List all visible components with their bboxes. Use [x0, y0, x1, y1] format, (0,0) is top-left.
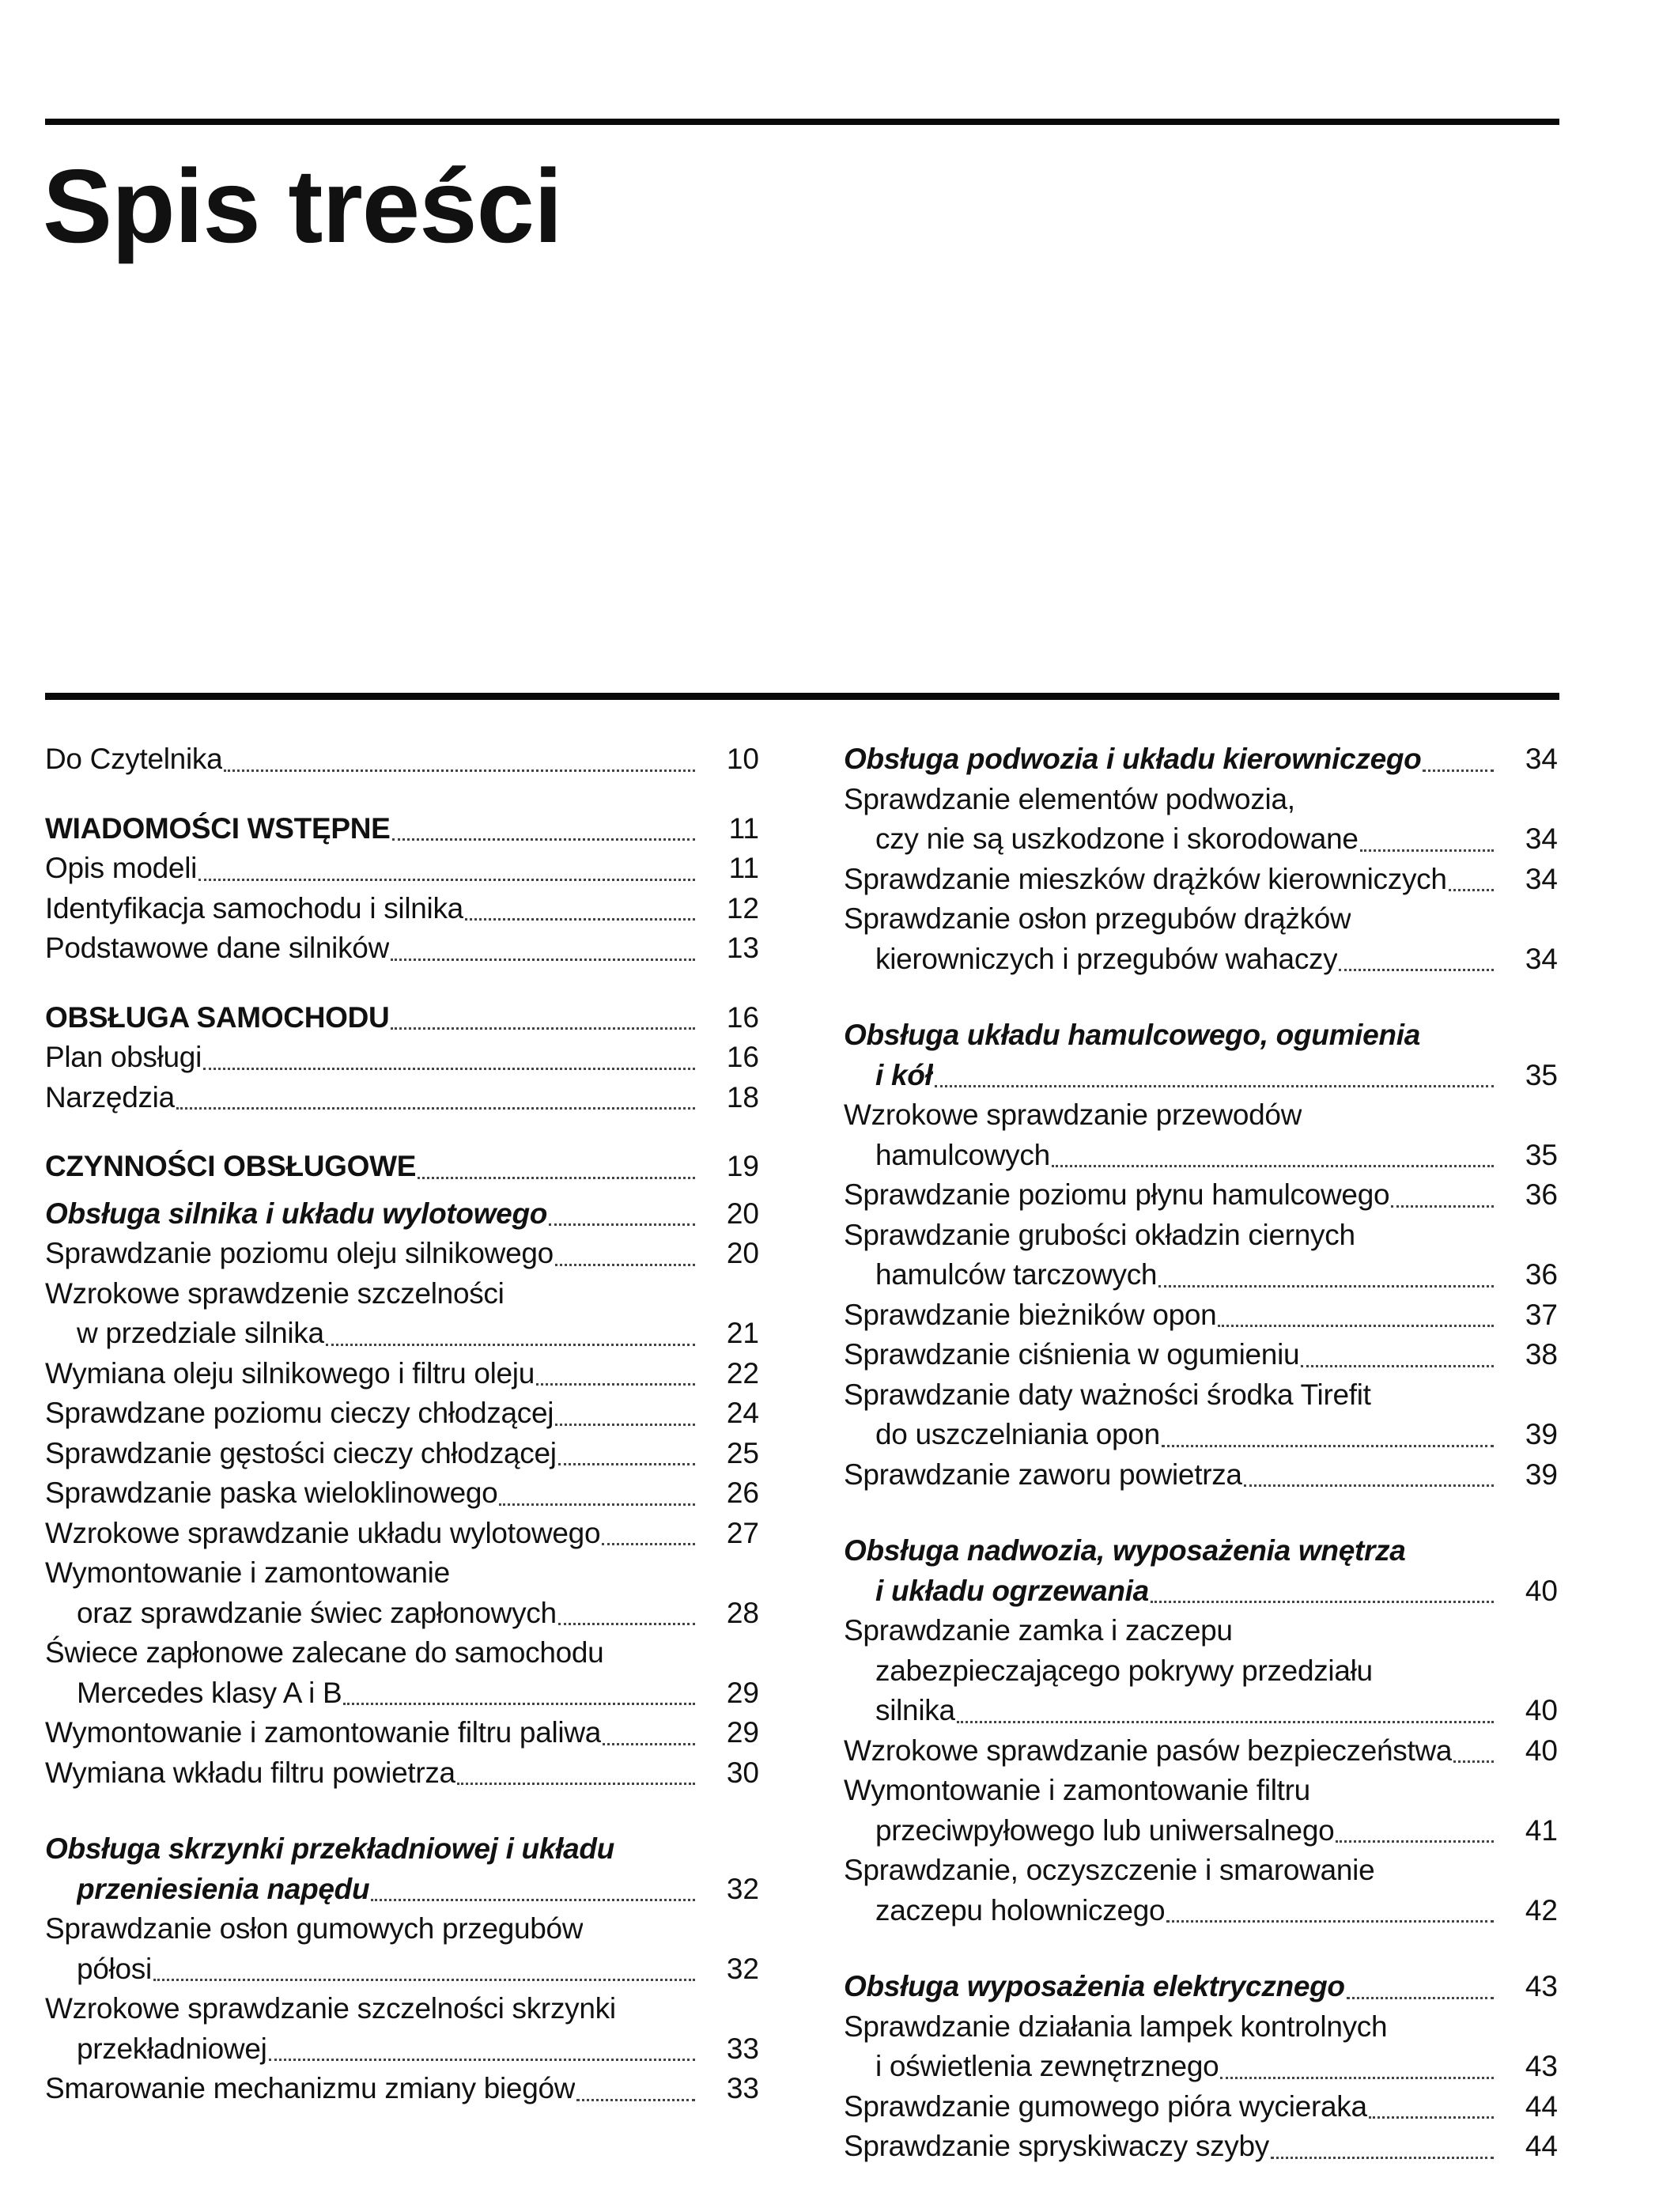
toc-entry [844, 2087, 1558, 2127]
dot-leader [1220, 2077, 1494, 2079]
page-number: 39 [1525, 1458, 1558, 1491]
toc-entry [45, 1633, 759, 1713]
dot-leader [1449, 889, 1494, 891]
page-number: 28 [726, 1596, 759, 1629]
page-number: 42 [1525, 1893, 1558, 1927]
toc-entry-line [45, 809, 759, 849]
toc-entry-line [844, 1136, 1558, 1176]
dot-leader [391, 959, 695, 961]
toc-entry-line [45, 998, 759, 1038]
toc-entry-line [45, 1989, 759, 2029]
page-number: 10 [726, 743, 759, 775]
dot-leader [465, 918, 695, 921]
toc-entry-line [844, 860, 1558, 900]
toc-entry-line [844, 1691, 1558, 1731]
toc-entry [844, 860, 1558, 900]
toc-entry-line [844, 2047, 1558, 2087]
dot-leader [1423, 769, 1494, 772]
toc-entry-text: Obsługa nadwozia, wyposażenia wnętrza [844, 1534, 1406, 1567]
toc-entry [45, 1473, 759, 1514]
toc-entry-line [45, 1434, 759, 1474]
toc-entry-text: hamulcowych [875, 1138, 1050, 1171]
toc-entry [45, 1274, 759, 1354]
toc-entry-line [844, 1255, 1558, 1295]
toc-entry-text: Wzrokowe sprawdzanie szczelności skrzynki [45, 1992, 616, 2025]
toc-entry-line [844, 1967, 1558, 2007]
toc-entry-text: Wymontowanie i zamontowanie filtru paliwa [45, 1716, 602, 1749]
toc-entry-text: Sprawdzanie bieżników opon [844, 1298, 1217, 1331]
toc-entry-text: przeniesienia napędu [77, 1872, 370, 1905]
page-number: 29 [726, 1716, 759, 1749]
page-number: 34 [1525, 822, 1558, 855]
toc-entry-line [45, 1713, 759, 1753]
toc-section-heading [844, 739, 1558, 780]
toc-entry [844, 1175, 1558, 1216]
toc-entry-line [45, 739, 759, 780]
toc-entry-text: przekładniowej [77, 2032, 267, 2065]
toc-entry-text: Opis modeli [45, 852, 198, 884]
dot-leader [549, 1223, 695, 1226]
page-number: 43 [1525, 1970, 1558, 2002]
toc-entry-text: Sprawdzanie elementów podwozia, [844, 782, 1295, 815]
toc-entry-line [45, 2069, 759, 2109]
toc-section-heading [45, 1194, 759, 1235]
toc-entry-line [45, 1147, 759, 1187]
page-number: 33 [726, 2032, 759, 2065]
toc-entry-text: silnika [875, 1694, 955, 1726]
dot-leader [576, 2099, 695, 2101]
toc-entry-line [844, 1571, 1558, 1612]
dot-leader [1339, 969, 1494, 971]
toc-entry [844, 1095, 1558, 1175]
toc-entry-text: czy nie są uszkodzone i skorodowane [875, 822, 1359, 855]
dot-leader [198, 879, 695, 881]
toc-entry-line [45, 1949, 759, 1990]
page-number: 13 [726, 932, 759, 964]
toc-entry-line [844, 819, 1558, 860]
page-number: 34 [1525, 862, 1558, 895]
toc-entry-line [45, 1234, 759, 1274]
toc-entry-line [45, 928, 759, 969]
toc-entry-text: Sprawdzanie poziomu oleju silnikowego [45, 1237, 554, 1269]
dot-leader [1151, 1601, 1494, 1603]
toc-entry-line [45, 889, 759, 929]
page-number: 34 [1525, 743, 1558, 775]
dot-leader [343, 1703, 695, 1705]
toc-entry-text: Sprawdzanie zaworu powietrza [844, 1458, 1242, 1491]
toc-entry-line [45, 1829, 759, 1870]
toc-entry-line [844, 1216, 1558, 1256]
toc-entry [45, 1038, 759, 1078]
toc-entry-line [45, 1909, 759, 1949]
dot-leader [224, 769, 695, 772]
toc-entry-line [844, 1295, 1558, 1336]
page-number: 40 [1525, 1574, 1558, 1607]
dot-leader [558, 1623, 695, 1625]
toc-entry-line [844, 2087, 1558, 2127]
dot-leader [326, 1344, 695, 1346]
toc-section-heading [844, 1967, 1558, 2007]
toc-entry-text: Sprawdzanie ciśnienia w ogumieniu [844, 1338, 1300, 1371]
toc-entry-text: Sprawdzanie osłon przegubów drążków [844, 902, 1351, 935]
toc-entry-text: Wymontowanie i zamontowanie [45, 1556, 450, 1589]
toc-entry-text: zaczepu holowniczego [875, 1893, 1166, 1927]
toc-entry-line [844, 1731, 1558, 1771]
toc-entry-text: oraz sprawdzanie świec zapłonowych [77, 1596, 557, 1629]
dot-leader [1336, 1840, 1494, 1843]
toc-entry-line [844, 1095, 1558, 1136]
dot-leader [269, 2059, 695, 2061]
toc-entry-text: Sprawdzanie mieszków drążków kierowniczych [844, 862, 1447, 895]
toc-entry-text: Mercedes klasy A i B [77, 1676, 342, 1709]
dot-leader [1347, 1997, 1494, 1999]
toc-section-heading [844, 1531, 1558, 1611]
page-number: 36 [1525, 1178, 1558, 1211]
page-number: 34 [1525, 942, 1558, 975]
dot-leader [935, 1085, 1494, 1087]
toc-entry-text: Obsługa podwozia i układu kierowniczego [844, 743, 1422, 775]
page-number: 32 [726, 1952, 759, 1985]
toc-entry-text: CZYNNOŚCI OBSŁUGOWE [45, 1150, 417, 1182]
toc-entry-text: Wzrokowe sprawdzanie pasów bezpieczeństwa [844, 1734, 1453, 1767]
page-number: 44 [1525, 2089, 1558, 2123]
page-number: 25 [726, 1436, 759, 1469]
toc-entry [844, 1375, 1558, 1455]
toc-entry-text: i oświetlenia zewnętrznego [875, 2050, 1219, 2082]
toc-entry-text: i układu ogrzewania [875, 1574, 1149, 1607]
toc-entry [844, 1455, 1558, 1495]
toc-entry-line [45, 1633, 759, 1673]
page-number: 19 [726, 1150, 759, 1182]
toc-entry-text: Świece zapłonowe zalecane do samochodu [45, 1636, 604, 1669]
dot-leader [391, 1027, 695, 1030]
toc-section-heading [844, 1015, 1558, 1095]
toc-entry-text: Wymiana oleju silnikowego i filtru oleju [45, 1356, 535, 1390]
toc-entry-line [844, 1811, 1558, 1851]
toc-entry-text: Obsługa wyposażenia elektrycznego [844, 1970, 1345, 2002]
toc-entry-text: Do Czytelnika [45, 743, 223, 775]
toc-entry [45, 1553, 759, 1633]
dot-leader [1391, 1205, 1494, 1208]
toc-entry [45, 1909, 759, 1989]
toc-entry-line [844, 1771, 1558, 1811]
dot-leader [1052, 1165, 1494, 1167]
toc-entry-line [45, 1274, 759, 1314]
toc-entry-line [844, 899, 1558, 940]
toc-entry-text: kierowniczych i przegubów wahaczy [875, 942, 1338, 975]
toc-entry-line [45, 1594, 759, 1634]
toc-column-right [844, 739, 1558, 2167]
dot-leader [1271, 2157, 1494, 2159]
dot-leader [1453, 1760, 1494, 1763]
toc-entry [844, 1771, 1558, 1851]
page-number: 41 [1525, 1813, 1558, 1847]
toc-entry-text: Sprawdzanie paska wieloklinowego [45, 1477, 498, 1509]
dot-leader [499, 1503, 695, 1506]
page-number: 32 [726, 1872, 759, 1905]
toc-entry-line [45, 1753, 759, 1794]
toc-entry-line [844, 1891, 1558, 1931]
dot-leader [555, 1424, 695, 1426]
toc-entry-text: Sprawdzanie gęstości cieczy chłodzącej [45, 1436, 557, 1469]
toc-entry-text: Sprawdzanie poziomu płynu hamulcowego [844, 1178, 1390, 1211]
toc-entry [45, 1989, 759, 2069]
toc-entry-line [45, 1553, 759, 1594]
toc-entry [844, 1295, 1558, 1336]
page-number: 35 [1525, 1058, 1558, 1091]
dot-leader [1244, 1484, 1494, 1487]
page-number: 40 [1525, 1734, 1558, 1767]
toc-entry-text: Obsługa układu hamulcowego, ogumienia [844, 1019, 1420, 1051]
dot-leader [1301, 1365, 1494, 1367]
toc-entry [844, 1611, 1558, 1731]
dot-leader [392, 838, 695, 841]
toc-entry-text: Sprawdzanie działania lampek kontrolnych [844, 2010, 1388, 2043]
toc-entry-text: hamulców tarczowych [875, 1258, 1158, 1291]
toc-entry-text: Wymiana wkładu filtru powietrza [45, 1756, 455, 1789]
toc-entry-text: WIADOMOŚCI WSTĘPNE [45, 811, 391, 845]
toc-entry-text: Sprawdzane poziomu cieczy chłodzącej [45, 1397, 554, 1429]
page-number: 20 [726, 1237, 759, 1269]
dot-leader [1162, 1445, 1494, 1447]
toc-entry-text: Podstawowe dane silników [45, 932, 389, 964]
page-number: 27 [726, 1516, 759, 1549]
toc-entry-line [844, 2127, 1558, 2167]
page-number: 11 [728, 852, 759, 884]
toc-entry [45, 928, 759, 969]
toc-entry-line [45, 1514, 759, 1554]
dot-leader [176, 1107, 695, 1110]
dot-leader [1360, 849, 1494, 852]
dot-leader [457, 1783, 695, 1785]
toc-entry-line [45, 1393, 759, 1434]
toc-entry-line [45, 1194, 759, 1235]
toc-entry [45, 1234, 759, 1274]
dot-leader [1166, 1920, 1494, 1923]
toc-entry-line [844, 1415, 1558, 1455]
toc-entry-text: do uszczelniania opon [875, 1418, 1160, 1450]
toc-entry-text: i kół [875, 1058, 933, 1091]
page-number: 21 [726, 1317, 759, 1349]
dot-leader [536, 1383, 695, 1386]
dot-leader [203, 1068, 695, 1070]
page-number: 26 [726, 1477, 759, 1509]
toc-part-heading [45, 1147, 759, 1187]
page-number: 20 [726, 1197, 759, 1230]
toc-entry [844, 780, 1558, 860]
page-number: 29 [726, 1676, 759, 1709]
page-number: 39 [1525, 1418, 1558, 1450]
page-number: 43 [1525, 2050, 1558, 2082]
page-number: 37 [1525, 1298, 1558, 1331]
toc-entry-line [844, 1455, 1558, 1495]
toc-entry-text: Identyfikacja samochodu i silnika [45, 891, 463, 925]
page-number: 38 [1525, 1338, 1558, 1371]
toc-entry-line [844, 2007, 1558, 2048]
page-number: 24 [726, 1397, 759, 1429]
toc-entry [844, 1335, 1558, 1375]
toc-entry [844, 1216, 1558, 1295]
page-number: 16 [726, 1041, 759, 1073]
toc-entry-text: zabezpieczającego pokrywy przedziału [875, 1654, 1373, 1687]
toc-entry-text: Obsługa skrzynki przekładniowej i układu [45, 1832, 614, 1865]
toc-entry-line [45, 849, 759, 889]
page-number: 36 [1525, 1258, 1558, 1291]
dot-leader [602, 1543, 695, 1545]
toc-entry-text: Wzrokowe sprawdzanie układu wylotowego [45, 1516, 601, 1549]
toc-entry [45, 1078, 759, 1118]
toc-entry-line [844, 940, 1558, 980]
page-title: Spis treści [43, 148, 562, 264]
dot-leader [1218, 1325, 1494, 1327]
toc-entry [45, 849, 759, 889]
page-number: 40 [1525, 1694, 1558, 1726]
dot-leader [371, 1899, 695, 1901]
toc-entry [45, 2069, 759, 2109]
toc-entry [844, 2127, 1558, 2167]
dot-leader [603, 1743, 695, 1745]
toc-entry-text: Sprawdzanie daty ważności środka Tirefit [844, 1378, 1371, 1411]
page-number: 44 [1525, 2130, 1558, 2162]
toc-entry-text: Wzrokowe sprawdzenie szczelności [45, 1276, 505, 1310]
toc-entry [45, 889, 759, 929]
dot-leader [558, 1463, 695, 1465]
toc-entry-text: Sprawdzanie zamka i zaczepu [844, 1614, 1233, 1647]
toc-entry-line [844, 1335, 1558, 1375]
dot-leader [418, 1177, 695, 1179]
toc-entry-line [844, 780, 1558, 820]
toc-entry-text: Smarowanie mechanizmu zmiany biegów [45, 2072, 576, 2104]
toc-entry-line [844, 1375, 1558, 1416]
dot-leader [555, 1264, 695, 1266]
toc-entry [45, 1514, 759, 1554]
toc-entry [844, 1731, 1558, 1771]
toc-entry-text: OBSŁUGA SAMOCHODU [45, 1000, 390, 1034]
toc-entry-text: Sprawdzanie osłon gumowych przegubów [45, 1912, 584, 1945]
toc-entry [45, 1354, 759, 1394]
toc-entry-line [45, 1078, 759, 1118]
toc-entry [45, 1434, 759, 1474]
page-number: 11 [728, 811, 759, 845]
toc-entry-text: Wymontowanie i zamontowanie filtru [844, 1774, 1310, 1806]
top-rule [45, 119, 1559, 125]
toc-entry-line [45, 1038, 759, 1078]
toc-entry-text: przeciwpyłowego lub uniwersalnego [875, 1813, 1335, 1847]
toc-part-heading [45, 809, 759, 849]
toc-entry-text: w przedziale silnika [77, 1317, 324, 1349]
toc-entry-text: Sprawdzanie, oczyszczenie i smarowanie [844, 1854, 1375, 1886]
toc-entry [45, 1393, 759, 1434]
toc-entry [45, 739, 759, 780]
toc-entry [844, 899, 1558, 979]
toc-entry-text: Obsługa silnika i układu wylotowego [45, 1197, 548, 1230]
toc-entry-line [844, 739, 1558, 780]
toc-part-heading [45, 998, 759, 1038]
toc-entry-text: Wzrokowe sprawdzanie przewodów [844, 1098, 1302, 1131]
toc-entry-line [844, 1056, 1558, 1096]
dot-leader [1158, 1285, 1494, 1287]
dot-leader [1369, 2116, 1494, 2119]
section-rule [45, 693, 1559, 700]
toc-entry-line [844, 1015, 1558, 1056]
dot-leader [153, 1979, 695, 1981]
page-number: 22 [726, 1356, 759, 1390]
toc-entry-text: Plan obsługi [45, 1041, 202, 1073]
toc-entry-text: półosi [77, 1952, 152, 1985]
toc-entry-line [844, 1175, 1558, 1216]
page-number: 35 [1525, 1138, 1558, 1171]
toc-entry-text: Sprawdzanie spryskiwaczy szyby [844, 2130, 1269, 2162]
toc-entry-line [45, 1870, 759, 1910]
toc-entry-line [45, 1473, 759, 1514]
page-number: 16 [726, 1000, 759, 1034]
toc-entry-line [45, 1673, 759, 1714]
toc-entry-line [45, 2029, 759, 2070]
toc-entry [45, 1713, 759, 1753]
toc-entry [844, 2007, 1558, 2087]
toc-entry-line [844, 1611, 1558, 1651]
toc-entry-line [844, 1851, 1558, 1891]
toc-entry-text: Sprawdzanie grubości okładzin ciernych [844, 1218, 1355, 1251]
page-number: 33 [726, 2072, 759, 2104]
toc-column-left [45, 739, 759, 2109]
toc-entry-line [844, 1651, 1558, 1692]
dot-leader [957, 1721, 1494, 1723]
toc-entry-line [45, 1314, 759, 1354]
toc-entry-text: Narzędzia [45, 1080, 175, 1114]
toc-entry-line [844, 1531, 1558, 1571]
toc-entry [844, 1851, 1558, 1930]
toc-entry-text: Sprawdzanie gumowego pióra wycieraka [844, 2089, 1367, 2123]
toc-entry-line [45, 1354, 759, 1394]
page-number: 12 [726, 891, 759, 925]
page-number: 18 [726, 1080, 759, 1114]
page-number: 30 [726, 1756, 759, 1789]
toc-section-heading [45, 1829, 759, 1909]
toc-entry [45, 1753, 759, 1794]
